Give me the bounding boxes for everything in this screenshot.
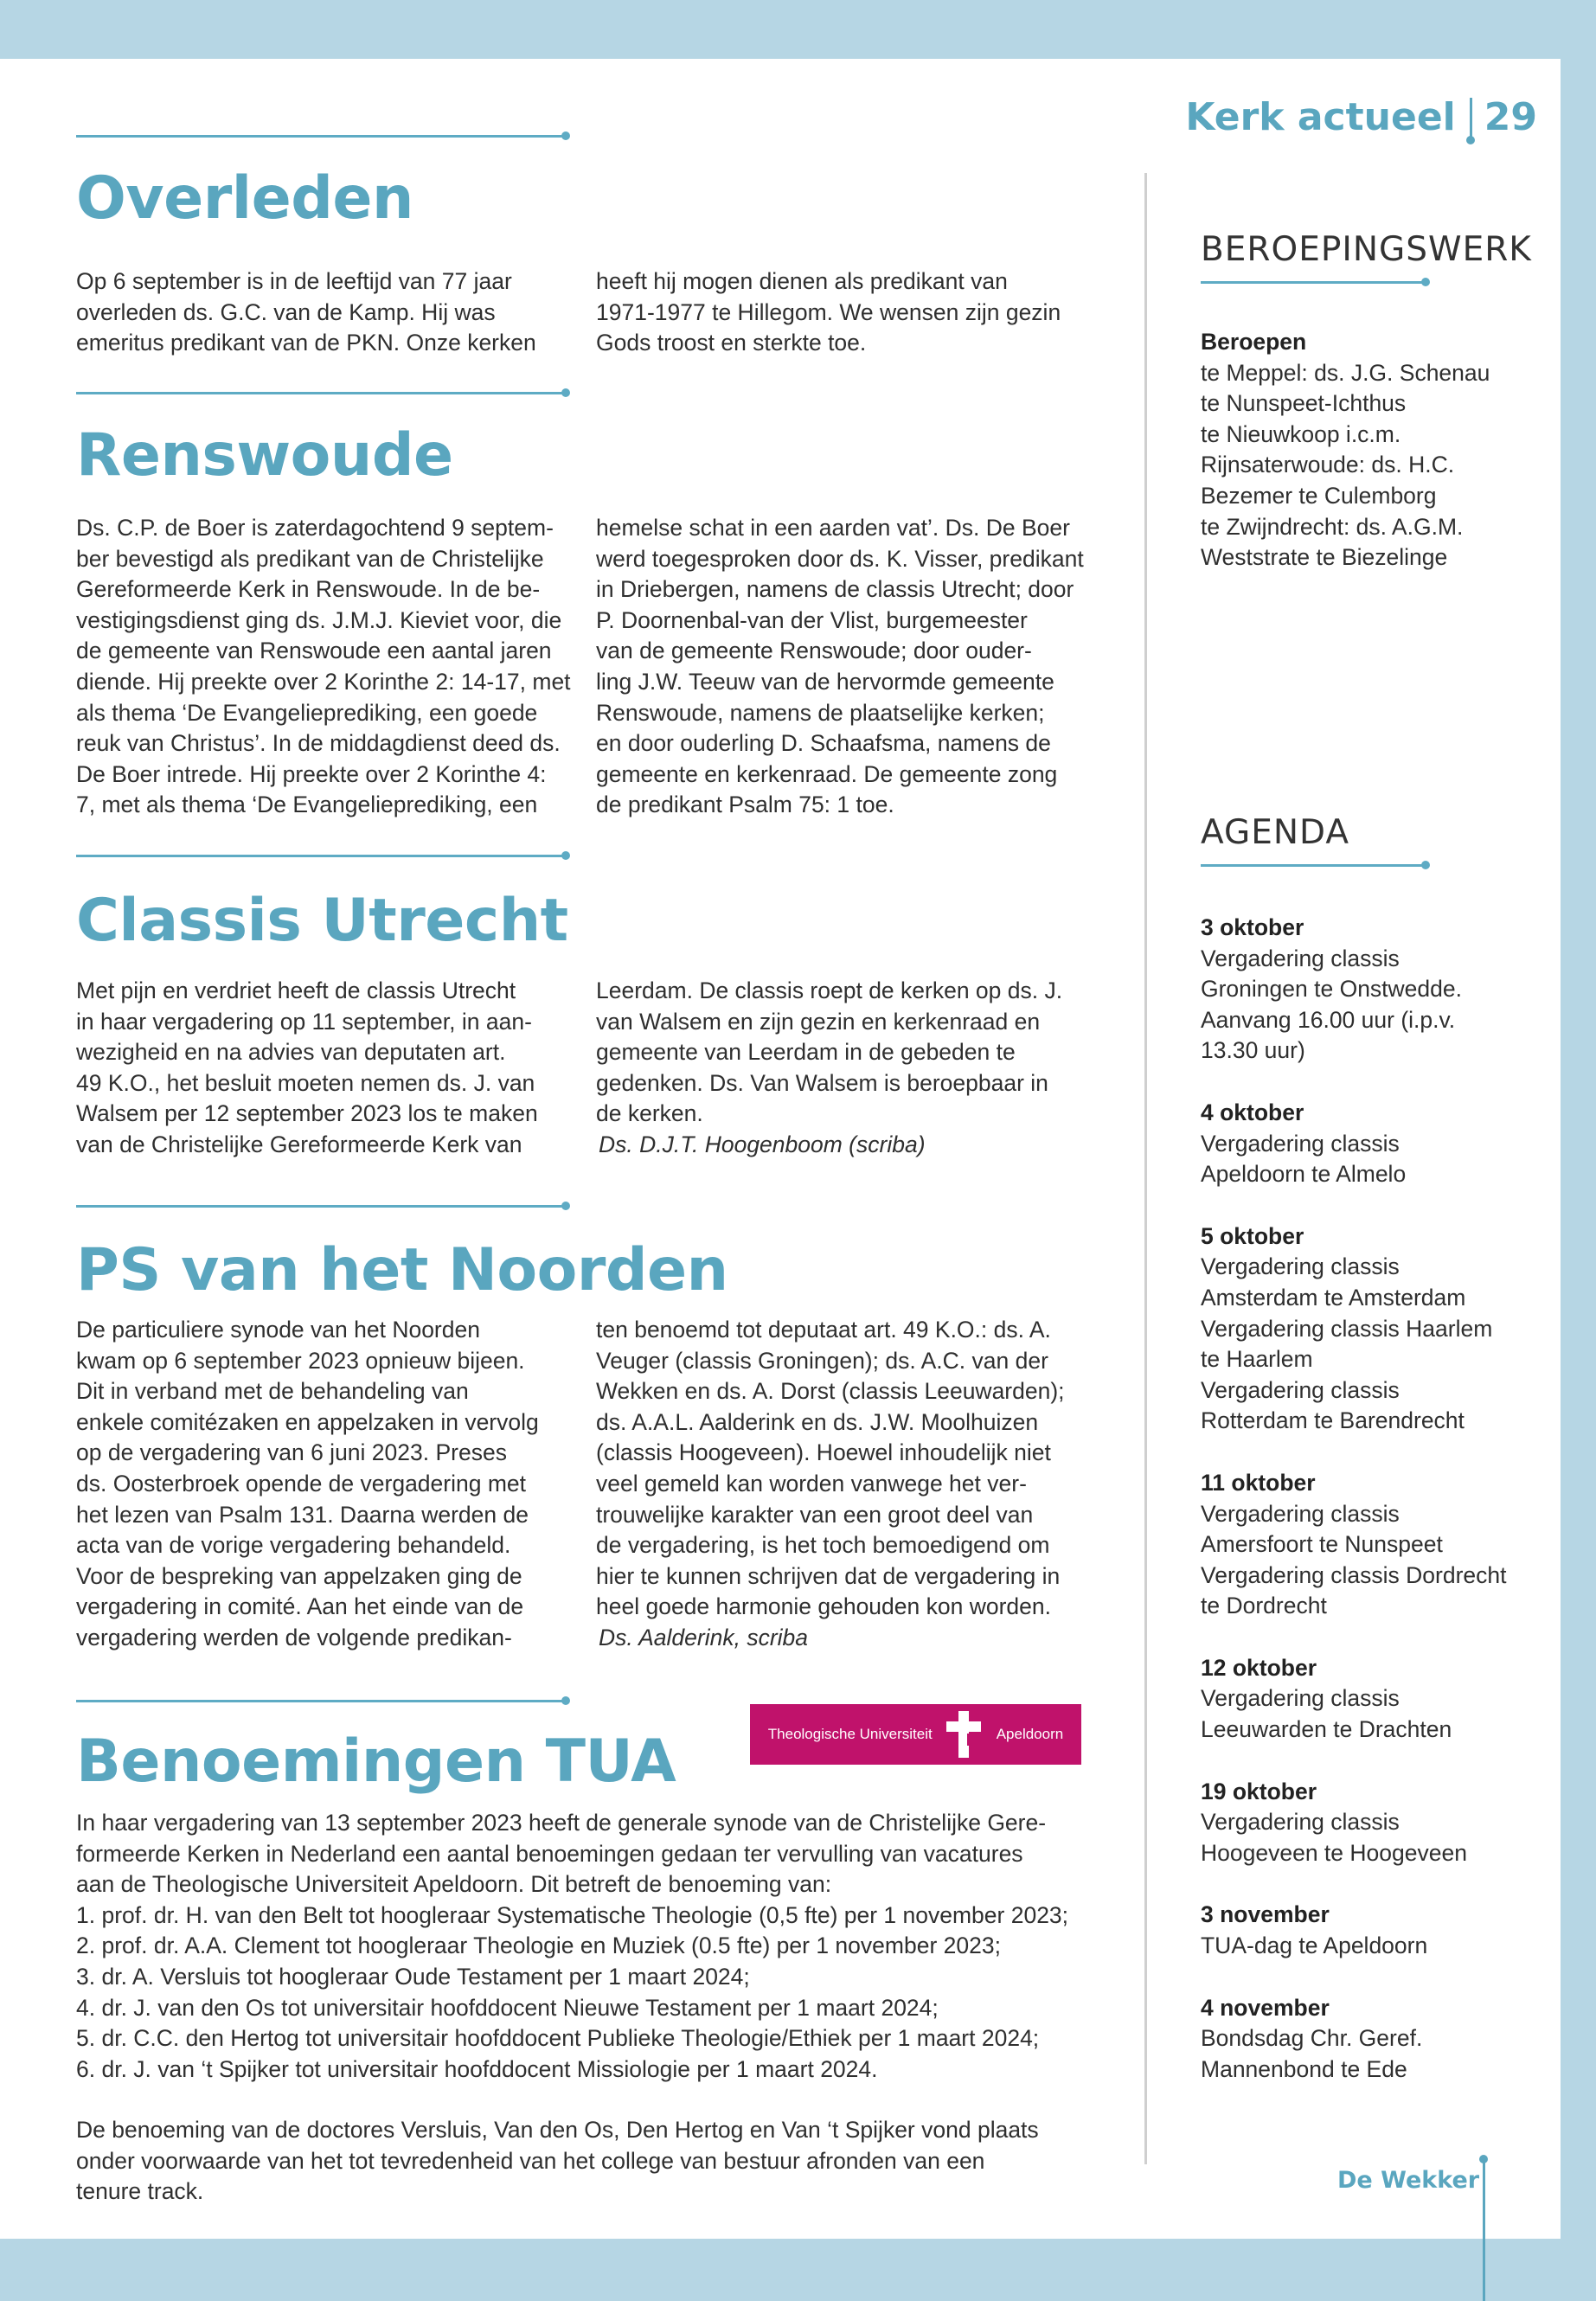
article-closing: De benoeming van de doctores Versluis, Van den Os, Den Hertog en Van ‘t Spijker vond plaats onder voorwaarde van het tot tevredenheid van het college van bestuur afronden van een tenure track.	[76, 2117, 1039, 2205]
article-signature: Ds. Aalderink, scriba	[599, 1625, 809, 1650]
agenda-text: Vergadering classis Amersfoort te Nunspeet Vergadering classis Dordrecht te Dordrecht	[1201, 1500, 1507, 1619]
section-rule	[76, 1205, 566, 1208]
agenda-item	[1201, 1221, 1507, 1437]
section-title: Kerk actueel	[1185, 95, 1456, 139]
agenda-date: 4 november	[1201, 1994, 1330, 2021]
section-rule	[76, 1700, 566, 1702]
agenda-text: Vergadering classis Apeldoorn te Almelo	[1201, 1130, 1407, 1188]
agenda-text: TUA-dag te Apeldoorn	[1201, 1932, 1428, 1959]
agenda-date: 4 oktober	[1201, 1099, 1304, 1125]
beroepen-text: te Meppel: ds. J.G. Schenau te Nunspeet-Ichthus te Nieuwkoop i.c.m. Rijnsaterwoude: ds. H.C. Bezemer te Culemborg te Zwijndrecht: ds. A.G.M. Weststrate te Biezelinge	[1201, 359, 1490, 571]
article-text-col2: heeft hij mogen dienen als predikant van 1971-1977 te Hillegom. We wensen zijn gezin Gods troost en sterkte toe.	[596, 268, 1061, 356]
header-divider	[1470, 98, 1472, 138]
article-title-benoemingen: Benoemingen TUA	[76, 1727, 676, 1796]
page-header	[1185, 95, 1537, 139]
agenda-text: Vergadering classis Hoogeveen te Hoogeveen	[1201, 1809, 1467, 1866]
agenda-text: Vergadering classis Groningen te Onstwedde. Aanvang 16.00 uur (i.p.v. 13.30 uur)	[1201, 945, 1462, 1064]
beroepen-subheading: Beroepen	[1201, 329, 1307, 355]
agenda-text: Bondsdag Chr. Geref. Mannenbond te Ede	[1201, 2025, 1423, 2082]
article-text-col2: hemelse schat in een aarden vat’. Ds. De Boer werd toegesproken door ds. K. Visser, predikant in Driebergen, namens de classis Utrecht; door P. Doornenbal-van der Vlist, burgemeester van de gemeente Renswoude; door ouder- ling J.W. Teeuw van de hervormde gemeente Renswoude, namens de plaatselijke kerken; en door ouderling D. Schaafsma, namens de gemeente en kerkenraad. De gemeente zong de predikant Psalm 75: 1 toe.	[596, 515, 1084, 818]
section-rule	[76, 392, 566, 394]
sidebar-rule	[1201, 864, 1426, 867]
article-title-renswoude: Renswoude	[76, 421, 453, 490]
article-text-col1: Op 6 september is in de leeftijd van 77 jaar overleden ds. G.C. van de Kamp. Hij was emeritus predikant van de PKN. Onze kerken	[76, 268, 536, 356]
footer-rule	[1483, 2158, 1485, 2301]
agenda-list	[1201, 913, 1507, 2116]
page-number: 29	[1484, 95, 1537, 139]
article-title-ps-noorden: PS van het Noorden	[76, 1236, 728, 1304]
agenda-item	[1201, 1993, 1507, 2086]
agenda-item	[1201, 1468, 1507, 1622]
article-text-col1: De particuliere synode van het Noorden kwam op 6 september 2023 opnieuw bijeen. Dit in verband met de behandeling van enkele comitézaken en appelzaken in vervolg op de vergadering van 6 juni 2023. Preses ds. Oosterbroek opende de vergadering met het lezen van Psalm 131. Daarna werden de acta van de vorige vergadering behandeld. Voor de bespreking van appelzaken ging de vergadering in comité. Aan het einde van de vergadering werden de volgende predikan-	[76, 1317, 539, 1650]
article-signature: Ds. D.J.T. Hoogenboom (scriba)	[599, 1131, 926, 1157]
sidebar-heading-beroepingswerk: BEROEPINGSWERK	[1201, 230, 1532, 269]
article-text-col1: Met pijn en verdriet heeft de classis Utrecht in haar vergadering op 11 september, in aan- wezigheid en na advies van deputaten art. 49 K.O., het besluit moeten nemen ds. J. van Walsem per 12 september 2023 los te maken van de Christelijke Gereformeerde Kerk van	[76, 977, 538, 1157]
agenda-item	[1201, 1900, 1507, 1961]
logo-emblem-icon	[945, 1709, 984, 1759]
agenda-date: 12 oktober	[1201, 1654, 1317, 1681]
article-body: In haar vergadering van 13 september 2023 heeft de generale synode van de Christelijke Gere- formeerde Kerken in Nederland een aantal benoemingen gedaan ter vervulling van vacatures aan de Theologische Universiteit Apeldoorn. Dit betreft de benoeming van: 1. prof. dr. H. van den Belt tot hoogleraar Systematische Theologie (0,5 fte) per 1 november 2023; 2. prof. dr. A.A. Clement tot hoogleraar Theologie en Muziek (0.5 fte) per 1 november 2023; 3. dr. A. Versluis tot hoogleraar Oude Testament per 1 maart 2024; 4. dr. J. van den Os tot universitair hoofddocent Nieuwe Testament per 1 maart 2024; 5. dr. C.C. den Hertog tot universitair hoofddocent Publieke Theologie/Ethiek per 1 maart 2024; 6. dr. J. van ‘t Spijker tot universitair hoofddocent Missiologie per 1 maart 2024.	[76, 1810, 1069, 2082]
agenda-item	[1201, 1653, 1507, 1746]
article-text-col2: ten benoemd tot deputaat art. 49 K.O.: ds. A. Veuger (classis Groningen); ds. A.C. van der Wekken en ds. A. Dorst (classis Leeuwarden); ds. A.A.L. Aalderink en ds. J.W. Moolhuizen (classis Hoogeveen). Hoewel inhoudelijk niet veel gemeld kan worden vanwege het ver- trouwelijke karakter van een groot deel van de vergadering, is het toch bemoedigend om hier te kunnen schrijven dat de vergadering in heel goede harmonie gehouden kon worden.	[596, 1317, 1065, 1620]
section-rule	[76, 855, 566, 857]
sidebar-rule	[1201, 281, 1426, 284]
agenda-date: 19 oktober	[1201, 1778, 1317, 1804]
section-rule	[76, 135, 566, 138]
agenda-date: 11 oktober	[1201, 1469, 1316, 1496]
article-title-overleden: Overleden	[76, 164, 413, 233]
agenda-text: Vergadering classis Amsterdam te Amsterdam Vergadering classis Haarlem te Haarlem Vergadering classis Rotterdam te Barendrecht	[1201, 1253, 1493, 1434]
logo-text-right: Apeldoorn	[996, 1726, 1064, 1742]
agenda-date: 5 oktober	[1201, 1222, 1304, 1249]
agenda-date: 3 oktober	[1201, 914, 1304, 940]
column-divider	[1144, 173, 1147, 2164]
sidebar-heading-agenda: AGENDA	[1201, 813, 1350, 852]
publication-name: De Wekker	[1337, 2167, 1480, 2194]
agenda-item	[1201, 1098, 1507, 1190]
agenda-item	[1201, 1777, 1507, 1869]
article-title-classis-utrecht: Classis Utrecht	[76, 887, 568, 955]
agenda-item	[1201, 913, 1507, 1067]
agenda-date: 3 november	[1201, 1901, 1330, 1928]
tua-logo	[750, 1704, 1081, 1765]
article-text-col1: Ds. C.P. de Boer is zaterdagochtend 9 septem- ber bevestigd als predikant van de Christelijke Gereformeerde Kerk in Renswoude. In de be- vestigingsdienst ging ds. J.M.J. Kieviet voor, die de gemeente van Renswoude een aantal jaren diende. Hij preekte over 2 Korinthe 2: 14-17, met als thema ‘De Evangelieprediking, een goede reuk van Christus’. In de middagdienst deed ds. De Boer intrede. Hij preekte over 2 Korinthe 4: 7, met als thema ‘De Evangelieprediking, een	[76, 515, 571, 818]
article-text-col2: Leerdam. De classis roept de kerken op ds. J. van Walsem en zijn gezin en kerkenraad en gemeente van Leerdam in de gebeden te gedenken. Ds. Van Walsem is beroepbaar in de kerken.	[596, 977, 1063, 1127]
logo-text-left: Theologische Universiteit	[767, 1726, 933, 1742]
sidebar-beroepingswerk	[1201, 327, 1490, 574]
agenda-text: Vergadering classis Leeuwarden te Drachten	[1201, 1685, 1452, 1743]
